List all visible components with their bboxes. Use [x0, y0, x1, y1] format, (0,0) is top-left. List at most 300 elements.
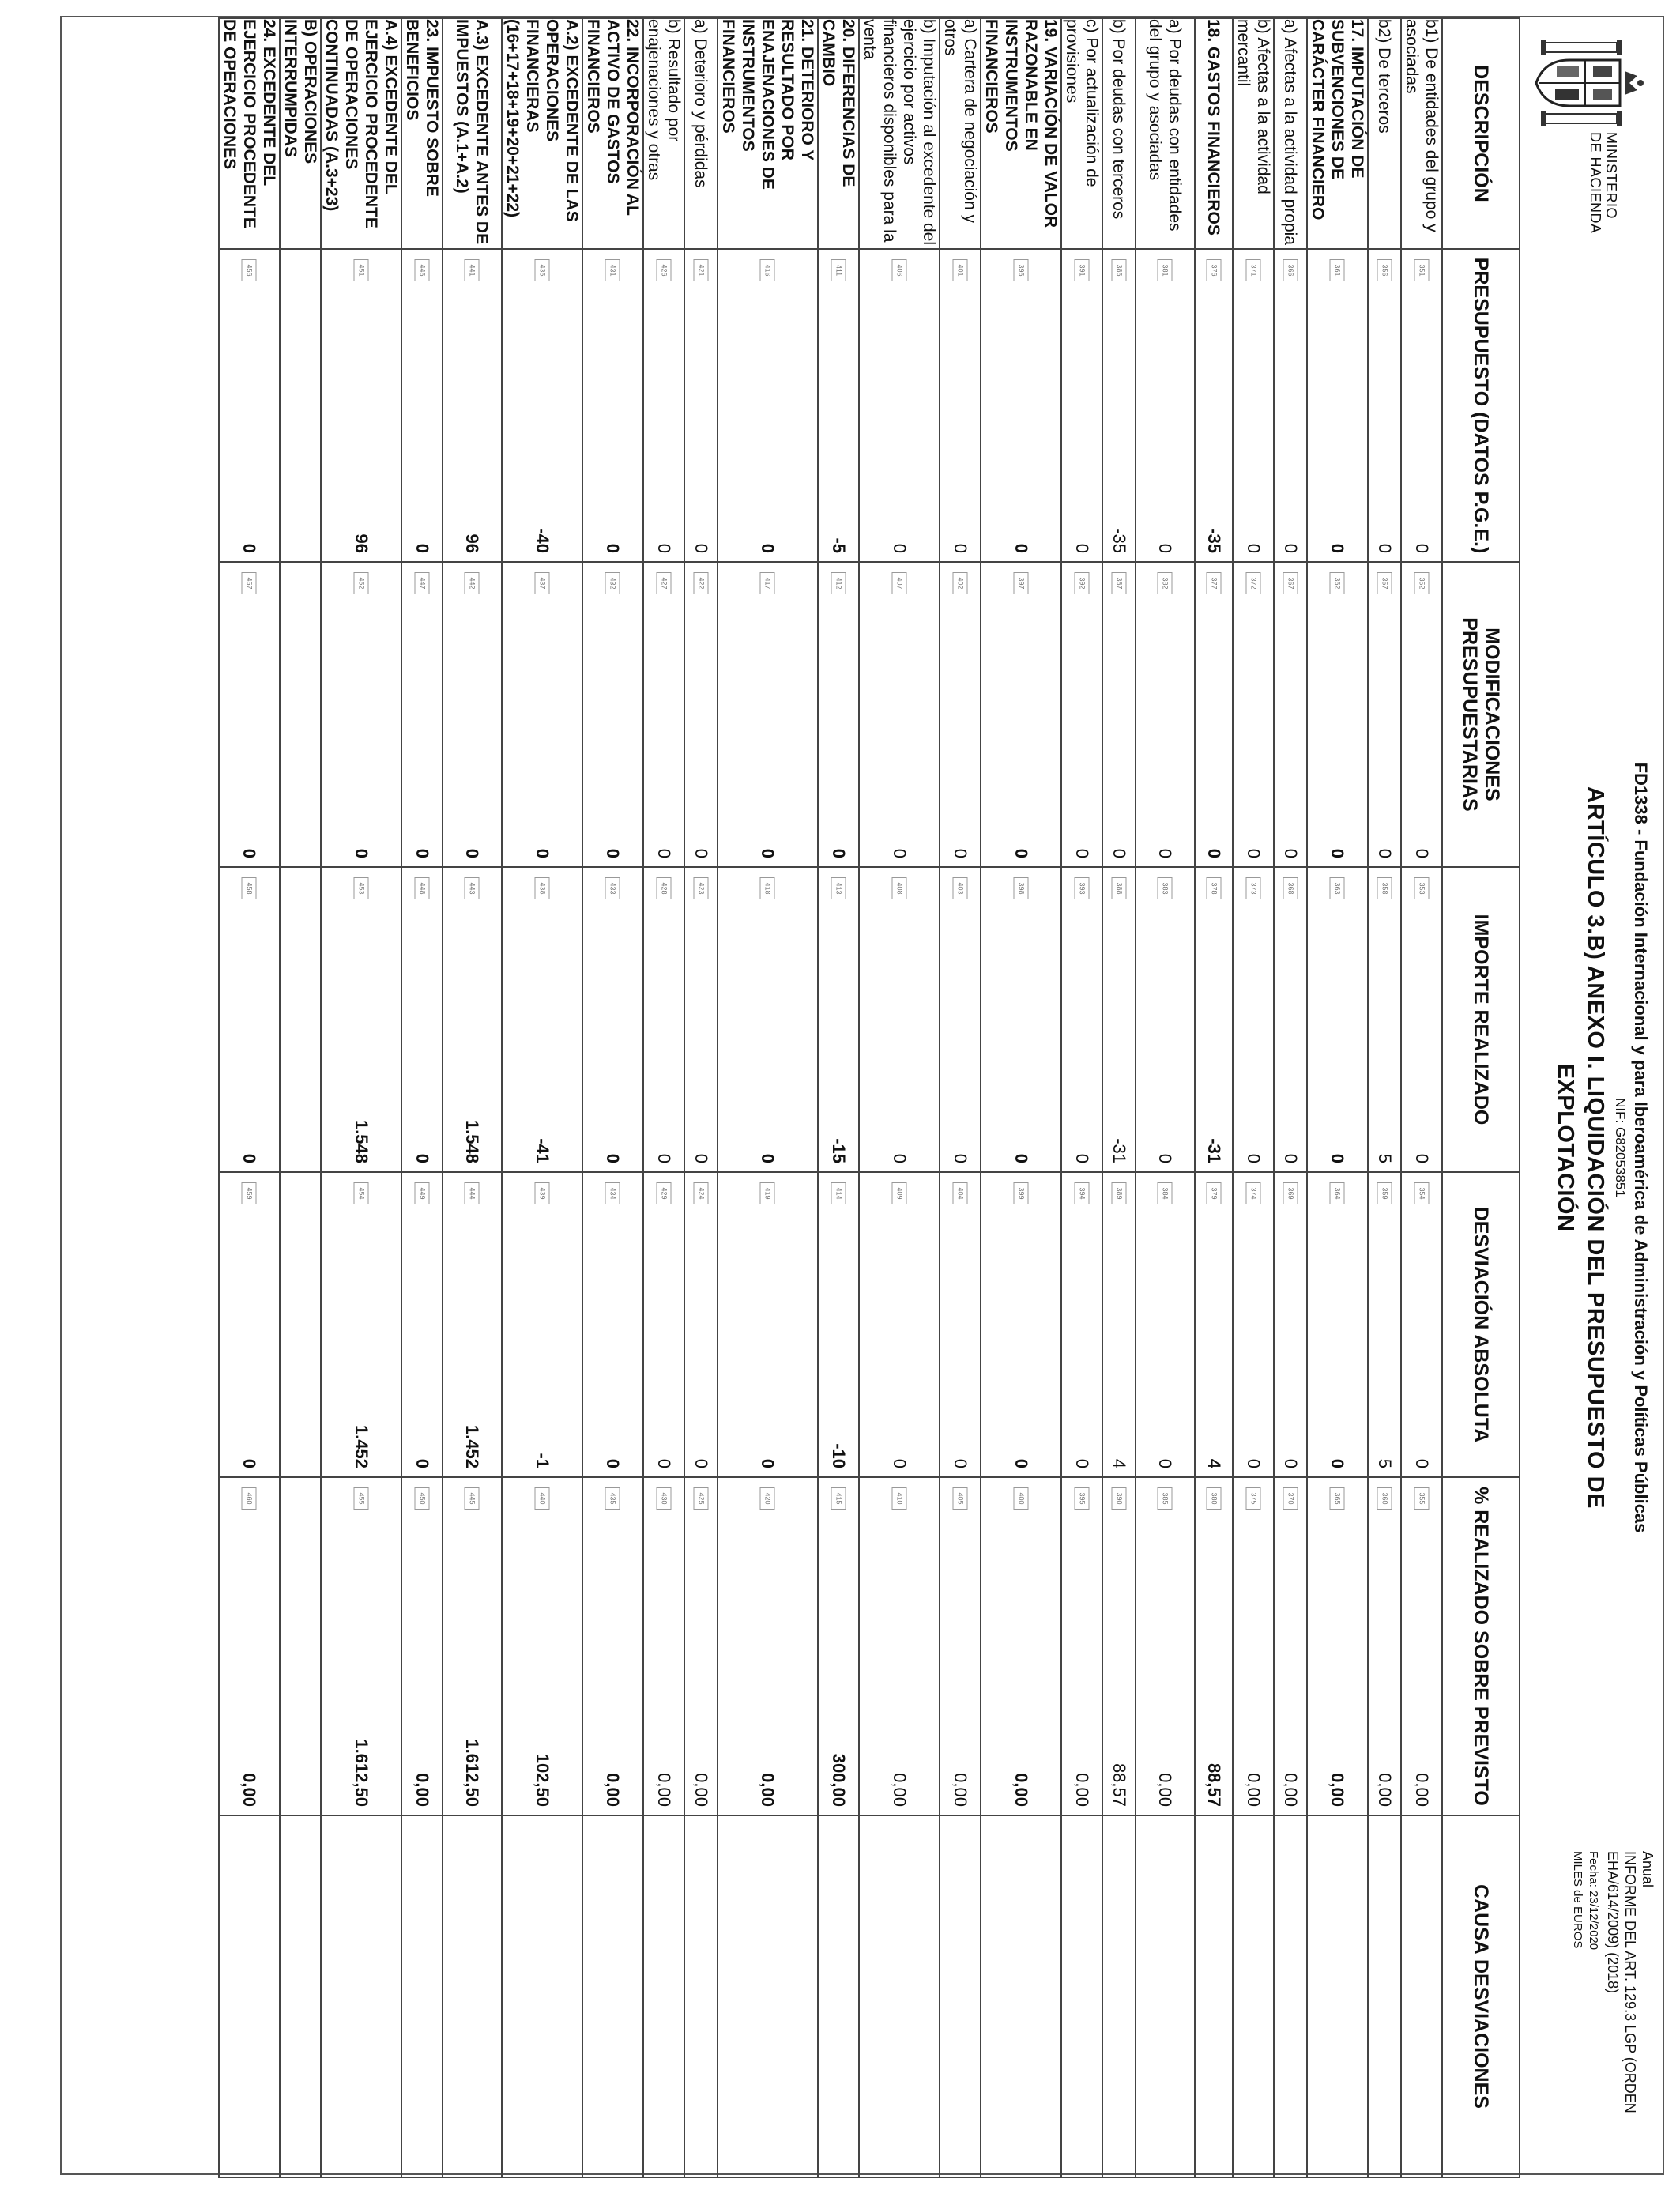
cell-budget	[718, 249, 818, 562]
page-title: ARTÍCULO 3.B) ANEXO I. LIQUIDACIÓN DEL PRESUPUESTO DE EXPLOTACIÓN	[1553, 786, 1608, 1509]
field-code: 373	[1246, 877, 1261, 899]
field-code: 351	[1414, 259, 1430, 281]
cell-value: 0	[533, 848, 552, 858]
field-code: 411	[831, 259, 846, 281]
table-row	[321, 18, 401, 2177]
field-code: 381	[1158, 259, 1173, 281]
table-row	[443, 18, 502, 2177]
field-code: 370	[1283, 1487, 1298, 1510]
row-description: A.3) EXCEDENTE ANTES DE IMPUESTOS (A.1+A.2)	[443, 18, 502, 249]
cell-budget	[981, 249, 1061, 562]
col-header-modifications: MODIFICACIONES PRESUPUESTARIAS	[1442, 562, 1520, 867]
cell-value: 0	[1155, 543, 1176, 553]
cell-budget	[818, 249, 859, 562]
field-code: 423	[694, 877, 709, 899]
cell-realized	[1274, 867, 1307, 1172]
cell-percent	[443, 1477, 502, 1815]
cell-budget	[684, 249, 718, 562]
cell-value: -35	[1204, 528, 1224, 553]
ministry-line1: MINISTERIO	[1603, 132, 1619, 220]
table-row	[981, 18, 1061, 2177]
cell-budget	[1102, 249, 1136, 562]
field-code: 422	[694, 572, 709, 594]
field-code: 357	[1377, 572, 1392, 594]
cell-percent	[1136, 1477, 1195, 1815]
cell-value: 1.548	[352, 1119, 371, 1163]
row-description: A.4) EXCEDENTE DEL EJERCICIO PROCEDENTE DE OPERACIONES CONTINUADAS (A.3+23)	[321, 18, 401, 249]
cell-value: 0,00	[1011, 1773, 1031, 1807]
cell-realized	[981, 867, 1061, 1172]
cell-modifications	[1401, 562, 1442, 867]
field-code: 456	[242, 259, 257, 281]
cell-value: 0	[239, 543, 260, 553]
row-description: b1) De entidades del grupo y asociadas	[1401, 18, 1442, 249]
cell-value: 0	[691, 1458, 711, 1468]
field-code: 380	[1207, 1487, 1222, 1510]
table-row	[1061, 18, 1102, 2177]
cell-cause	[1195, 1815, 1233, 2177]
col-header-description: DESCRIPCIÓN	[1442, 18, 1520, 249]
cell-value: 0,00	[1375, 1773, 1395, 1807]
row-description: 22. INCORPORACIÓN AL ACTIVO DE GASTOS FINANCIEROS	[582, 18, 643, 249]
cell-value: 0	[951, 1153, 970, 1163]
field-code: 445	[465, 1487, 480, 1510]
cell-budget	[280, 249, 321, 562]
cell-budget	[940, 249, 981, 562]
cell-value: 0	[412, 1458, 432, 1468]
cell-value: 0	[890, 543, 910, 553]
field-code: 392	[1075, 572, 1090, 594]
row-description: a) Afectas a la actividad propia	[1274, 18, 1307, 249]
cell-deviation	[643, 1172, 684, 1477]
cell-budget	[502, 249, 582, 562]
cell-cause	[1102, 1815, 1136, 2177]
cell-modifications	[684, 562, 718, 867]
cell-budget	[1307, 249, 1368, 562]
page-frame	[60, 16, 1664, 2175]
cell-value: -10	[829, 1443, 849, 1468]
cell-value: 0,00	[1328, 1773, 1348, 1807]
cell-budget	[321, 249, 401, 562]
cell-value: 0	[1328, 1458, 1348, 1468]
cell-value: 0	[1109, 848, 1129, 858]
field-code: 378	[1207, 877, 1222, 899]
cell-value: 0	[239, 848, 260, 858]
cell-value: 0	[1375, 848, 1395, 858]
cell-value: 0	[1155, 848, 1176, 858]
cell-realized	[280, 867, 321, 1172]
cell-value: 0	[758, 1153, 778, 1163]
cell-value: 0	[1011, 848, 1031, 858]
cell-cause	[1061, 1815, 1102, 2177]
report-header	[1550, 752, 1652, 1543]
cell-cause	[859, 1815, 940, 2177]
table-row	[684, 18, 718, 2177]
table-row	[401, 18, 443, 2177]
cell-value: 0	[654, 848, 674, 858]
cell-value: 300,00	[829, 1753, 849, 1807]
cell-value: 0,00	[239, 1773, 260, 1807]
cell-percent	[1401, 1477, 1442, 1815]
cell-value: 0	[603, 848, 623, 858]
field-code: 453	[354, 877, 369, 899]
row-description: a) Deterioro y pérdidas	[684, 18, 718, 249]
report-period: Anual	[1640, 1851, 1656, 1888]
cell-value: 0,00	[412, 1773, 432, 1807]
cell-cause	[401, 1815, 443, 2177]
cell-value: 0	[603, 1458, 623, 1468]
cell-cause	[643, 1815, 684, 2177]
cell-value: -15	[829, 1138, 849, 1163]
field-code: 447	[415, 572, 430, 594]
cell-value: 0	[462, 848, 483, 858]
cell-value: 0	[1244, 543, 1264, 553]
cell-budget	[443, 249, 502, 562]
cell-percent	[718, 1477, 818, 1815]
field-code: 398	[1014, 877, 1029, 899]
cell-budget	[1233, 249, 1274, 562]
cell-value: 0	[1244, 1153, 1264, 1163]
table-row	[643, 18, 684, 2177]
budget-table	[218, 17, 1520, 2178]
cell-value: 0	[1412, 543, 1432, 553]
cell-percent	[940, 1477, 981, 1815]
cell-realized	[1307, 867, 1368, 1172]
cell-percent	[280, 1477, 321, 1815]
field-code: 412	[831, 572, 846, 594]
cell-value: -1	[533, 1453, 552, 1468]
cell-value: 0	[654, 1153, 674, 1163]
cell-value: 0	[691, 848, 711, 858]
row-description: a) Por deudas con entidades del grupo y asociadas	[1136, 18, 1195, 249]
cell-value: 0	[1244, 848, 1264, 858]
report-reference-1: INFORME DEL ART. 129.3 LGP (ORDEN	[1622, 1851, 1638, 2113]
field-code: 361	[1330, 259, 1345, 281]
report-units: MILES de EUROS	[1571, 1851, 1584, 1949]
field-code: 450	[415, 1487, 430, 1510]
field-code: 383	[1158, 877, 1173, 899]
cell-value: 0	[1412, 848, 1432, 858]
field-code: 442	[465, 572, 480, 594]
cell-cause	[582, 1815, 643, 2177]
cell-value: 88,57	[1204, 1762, 1224, 1807]
cell-realized	[582, 867, 643, 1172]
cell-cause	[1401, 1815, 1442, 2177]
cell-percent	[1102, 1477, 1136, 1815]
field-code: 399	[1014, 1182, 1029, 1204]
field-code: 385	[1158, 1487, 1173, 1510]
field-code: 404	[953, 1182, 968, 1204]
field-code: 409	[892, 1182, 907, 1204]
cell-value: 0	[951, 1458, 970, 1468]
cell-value: 0	[951, 543, 970, 553]
cell-value: 0	[654, 1458, 674, 1468]
cell-value: 0	[1011, 543, 1031, 553]
cell-cause	[219, 1815, 280, 2177]
cell-deviation	[443, 1172, 502, 1477]
cell-value: 5	[1375, 1458, 1395, 1468]
cell-budget	[643, 249, 684, 562]
cell-value: 0	[758, 543, 778, 553]
cell-value: -31	[1204, 1138, 1224, 1163]
cell-value: 0	[1155, 1458, 1176, 1468]
cell-value: 0,00	[1412, 1773, 1432, 1807]
field-code: 379	[1207, 1182, 1222, 1204]
field-code: 432	[605, 572, 620, 594]
field-code: 388	[1112, 877, 1127, 899]
field-code: 452	[354, 572, 369, 594]
cell-value: -40	[533, 528, 552, 553]
cell-value: -31	[1109, 1138, 1129, 1163]
cell-percent	[981, 1477, 1061, 1815]
cell-value: 0	[1072, 848, 1092, 858]
field-code: 393	[1075, 877, 1090, 899]
cell-value: 0	[603, 543, 623, 553]
cell-modifications	[401, 562, 443, 867]
entity-nif: NIF: G82053851	[1613, 1098, 1628, 1197]
table-row	[280, 18, 321, 2177]
field-code: 431	[605, 259, 620, 281]
row-description: 21. DETERIORO Y RESULTADO POR ENAJENACIONES DE INSTRUMENTOS FINANCIEROS	[718, 18, 818, 249]
cell-deviation	[401, 1172, 443, 1477]
field-code: 455	[354, 1487, 369, 1510]
cell-modifications	[219, 562, 280, 867]
cell-deviation	[582, 1172, 643, 1477]
field-code: 387	[1112, 572, 1127, 594]
cell-value: 0	[239, 1458, 260, 1468]
field-code: 394	[1075, 1182, 1090, 1204]
table-row	[582, 18, 643, 2177]
row-description: b2) De terceros	[1368, 18, 1401, 249]
field-code: 410	[892, 1487, 907, 1510]
field-code: 426	[657, 259, 672, 281]
cell-deviation	[1195, 1172, 1233, 1477]
cell-deviation	[859, 1172, 940, 1477]
cell-budget	[1136, 249, 1195, 562]
cell-value: 1.612,50	[462, 1739, 483, 1807]
cell-value: 0	[691, 1153, 711, 1163]
field-code: 352	[1414, 572, 1430, 594]
cell-percent	[1274, 1477, 1307, 1815]
cell-deviation	[219, 1172, 280, 1477]
cell-value: 0,00	[758, 1773, 778, 1807]
cell-cause	[940, 1815, 981, 2177]
cell-value: 96	[352, 533, 371, 553]
cell-value: 0	[691, 543, 711, 553]
field-code: 355	[1414, 1487, 1430, 1510]
field-code: 396	[1014, 259, 1029, 281]
cell-modifications	[718, 562, 818, 867]
field-code: 435	[605, 1487, 620, 1510]
cell-value: 1.612,50	[352, 1739, 371, 1807]
field-code: 421	[694, 259, 709, 281]
cell-cause	[502, 1815, 582, 2177]
cell-value: 0	[1011, 1458, 1031, 1468]
cell-modifications	[1136, 562, 1195, 867]
row-description: b) Resultado por enajenaciones y otras	[643, 18, 684, 249]
cell-value: 88,57	[1109, 1762, 1129, 1807]
field-code: 400	[1014, 1487, 1029, 1510]
field-code: 446	[415, 259, 430, 281]
row-description: 18. GASTOS FINANCIEROS	[1195, 18, 1233, 249]
cell-modifications	[859, 562, 940, 867]
cell-budget	[1195, 249, 1233, 562]
field-code: 444	[465, 1182, 480, 1204]
cell-realized	[940, 867, 981, 1172]
cell-deviation	[1307, 1172, 1368, 1477]
entity-name: FD1338 - Fundación Internacional y para Iberoamérica de Administración y Políticas Públicas	[1631, 762, 1651, 1533]
cell-cause	[1233, 1815, 1274, 2177]
cell-realized	[859, 867, 940, 1172]
cell-value: 0	[1204, 848, 1224, 858]
cell-value: 0,00	[1155, 1773, 1176, 1807]
cell-percent	[1307, 1477, 1368, 1815]
cell-value: 0	[1072, 543, 1092, 553]
field-code: 454	[354, 1182, 369, 1204]
field-code: 408	[892, 877, 907, 899]
field-code: 401	[953, 259, 968, 281]
cell-percent	[859, 1477, 940, 1815]
cell-value: 0	[239, 1153, 260, 1163]
field-code: 430	[657, 1487, 672, 1510]
cell-value: 0	[1375, 543, 1395, 553]
field-code: 354	[1414, 1182, 1430, 1204]
cell-value: 0	[890, 1153, 910, 1163]
cell-modifications	[443, 562, 502, 867]
cell-modifications	[1274, 562, 1307, 867]
field-code: 457	[242, 572, 257, 594]
col-header-percent: % REALIZADO SOBRE PREVISTO	[1442, 1477, 1520, 1815]
cell-modifications	[1195, 562, 1233, 867]
row-description: 19. VARIACIÓN DE VALOR RAZONABLE EN INSTRUMENTOS FINANCIEROS	[981, 18, 1061, 249]
cell-value: 0	[1412, 1153, 1432, 1163]
cell-value: 0	[603, 1153, 623, 1163]
field-code: 424	[694, 1182, 709, 1204]
cell-value: 0	[1072, 1153, 1092, 1163]
field-code: 382	[1158, 572, 1173, 594]
field-code: 368	[1283, 877, 1298, 899]
table-header-row	[1442, 18, 1520, 2177]
cell-value: 0	[412, 1153, 432, 1163]
cell-value: 4	[1109, 1458, 1129, 1468]
cell-realized	[718, 867, 818, 1172]
cell-percent	[582, 1477, 643, 1815]
field-code: 428	[657, 877, 672, 899]
cell-cause	[321, 1815, 401, 2177]
cell-value: 0	[758, 1458, 778, 1468]
field-code: 414	[831, 1182, 846, 1204]
cell-value: 0	[1281, 1153, 1301, 1163]
cell-budget	[1401, 249, 1442, 562]
field-code: 417	[760, 572, 775, 594]
cell-value: 1.452	[352, 1424, 371, 1468]
ministry-name	[1588, 132, 1619, 234]
cell-value: 0	[758, 848, 778, 858]
cell-deviation	[1401, 1172, 1442, 1477]
field-code: 427	[657, 572, 672, 594]
field-code: 395	[1075, 1487, 1090, 1510]
cell-value: 0	[1412, 1458, 1432, 1468]
field-code: 363	[1330, 877, 1345, 899]
cell-deviation	[1102, 1172, 1136, 1477]
field-code: 356	[1377, 259, 1392, 281]
cell-value: -5	[829, 537, 849, 553]
cell-value: 0	[1155, 1153, 1176, 1163]
cell-budget	[219, 249, 280, 562]
field-code: 459	[242, 1182, 257, 1204]
cell-value: 0	[1281, 848, 1301, 858]
cell-modifications	[1307, 562, 1368, 867]
cell-deviation	[1233, 1172, 1274, 1477]
cell-deviation	[321, 1172, 401, 1477]
cell-value: 96	[462, 533, 483, 553]
field-code: 458	[242, 877, 257, 899]
field-code: 418	[760, 877, 775, 899]
field-code: 367	[1283, 572, 1298, 594]
cell-realized	[1401, 867, 1442, 1172]
cell-deviation	[718, 1172, 818, 1477]
cell-cause	[443, 1815, 502, 2177]
cell-realized	[443, 867, 502, 1172]
table-row	[1233, 18, 1274, 2177]
field-code: 386	[1112, 259, 1127, 281]
cell-value: 0	[1244, 1458, 1264, 1468]
table-row	[502, 18, 582, 2177]
cell-percent	[684, 1477, 718, 1815]
cell-deviation	[684, 1172, 718, 1477]
field-code: 448	[415, 877, 430, 899]
cell-cause	[981, 1815, 1061, 2177]
row-description: B) OPERACIONES INTERRUMPIDAS	[280, 18, 321, 249]
cell-value: 0,00	[1281, 1773, 1301, 1807]
cell-value: 0	[1011, 1153, 1031, 1163]
cell-cause	[1274, 1815, 1307, 2177]
field-code: 376	[1207, 259, 1222, 281]
col-header-cause: CAUSA DESVIACIONES	[1442, 1815, 1520, 2177]
cell-modifications	[582, 562, 643, 867]
cell-realized	[1102, 867, 1136, 1172]
report-reference-2: EHA/614/2009) (2018)	[1605, 1851, 1621, 1994]
cell-percent	[643, 1477, 684, 1815]
cell-value: 0,00	[691, 1773, 711, 1807]
field-code: 429	[657, 1182, 672, 1204]
cell-value: 0	[951, 848, 970, 858]
cell-cause	[280, 1815, 321, 2177]
cell-percent	[1195, 1477, 1233, 1815]
cell-budget	[401, 249, 443, 562]
cell-value: 0	[352, 848, 371, 858]
cell-cause	[1136, 1815, 1195, 2177]
cell-deviation	[1061, 1172, 1102, 1477]
field-code: 372	[1246, 572, 1261, 594]
cell-modifications	[1368, 562, 1401, 867]
row-description: a) Cartera de negociación y otros	[940, 18, 981, 249]
cell-value: 0	[1281, 1458, 1301, 1468]
col-header-budget: PRESUPUESTO (DATOS P.G.E.)	[1442, 249, 1520, 562]
table-row	[1195, 18, 1233, 2177]
cell-realized	[1195, 867, 1233, 1172]
row-description: 17. IMPUTACIÓN DE SUBVENCIONES DE CARÁCTER FINANCIERO	[1307, 18, 1368, 249]
cell-value: 0,00	[1244, 1773, 1264, 1807]
cell-realized	[502, 867, 582, 1172]
cell-cause	[718, 1815, 818, 2177]
field-code: 364	[1330, 1182, 1345, 1204]
cell-modifications	[1102, 562, 1136, 867]
field-code: 420	[760, 1487, 775, 1510]
cell-realized	[818, 867, 859, 1172]
cell-value: 0,00	[1072, 1773, 1092, 1807]
field-code: 389	[1112, 1182, 1127, 1204]
